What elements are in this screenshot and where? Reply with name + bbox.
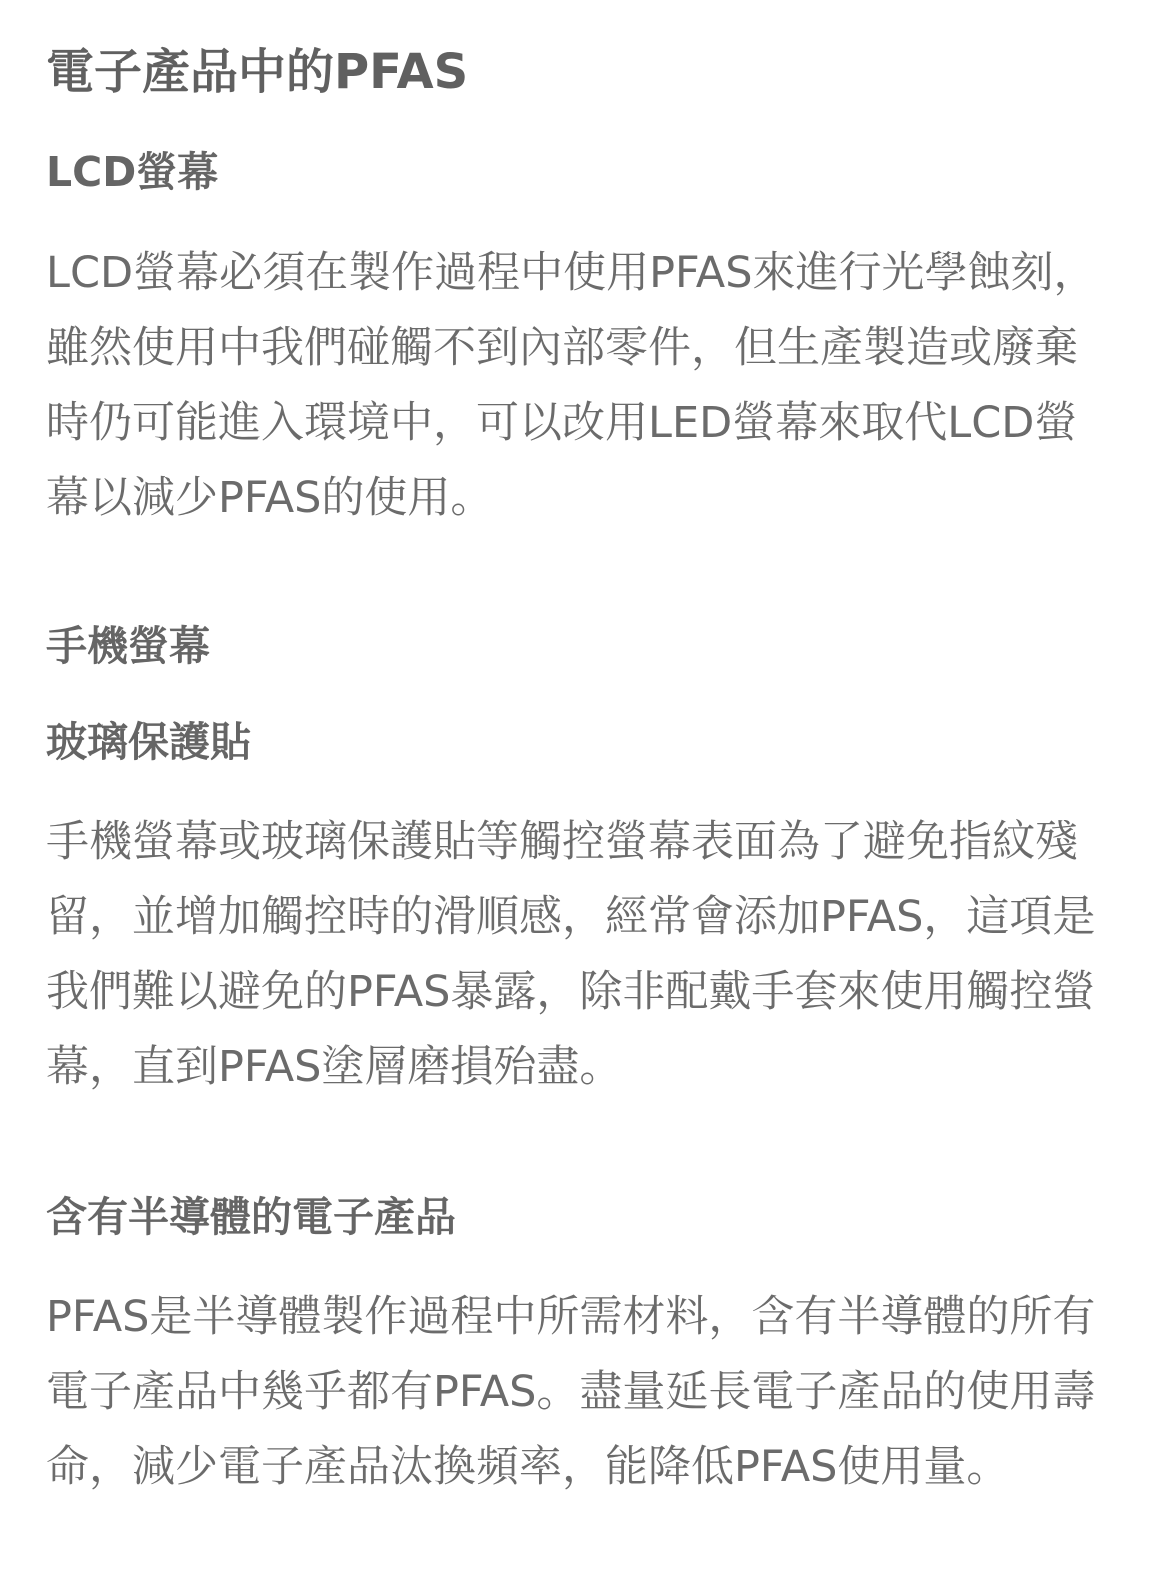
paragraph-semiconductor-products: PFAS是半導體製作過程中所需材料，含有半導體的所有電子產品中幾乎都有PFAS。盡量延長電子產品的使用壽命，減少電子產品汰換頻率，能降低PFAS使用量。 — [46, 1292, 1096, 1492]
section-heading-lcd-screen: LCD螢幕 — [46, 148, 219, 196]
paragraph-phone-screen: 手機螢幕或玻璃保護貼等觸控螢幕表面為了避免指紋殘留，並增加觸控時的滑順感，經常會添加PFAS，這項是我們難以避免的PFAS暴露，除非配戴手套來使用觸控螢幕，直到PFAS塗層磨損殆盡。 — [46, 817, 1096, 1092]
sub-heading-glass-protector: 玻璃保護貼 — [46, 718, 251, 766]
page-title: 電子產品中的PFAS — [46, 44, 469, 100]
section-heading-semiconductor-products: 含有半導體的電子產品 — [46, 1193, 456, 1241]
section-heading-phone-screen: 手機螢幕 — [46, 622, 210, 670]
paragraph-lcd-screen: LCD螢幕必須在製作過程中使用PFAS來進行光學蝕刻，雖然使用中我們碰觸不到內部零件，但生產製造或廢棄時仍可能進入環境中，可以改用LED螢幕來取代LCD螢幕以減少PFAS的使用。 — [46, 248, 1097, 523]
